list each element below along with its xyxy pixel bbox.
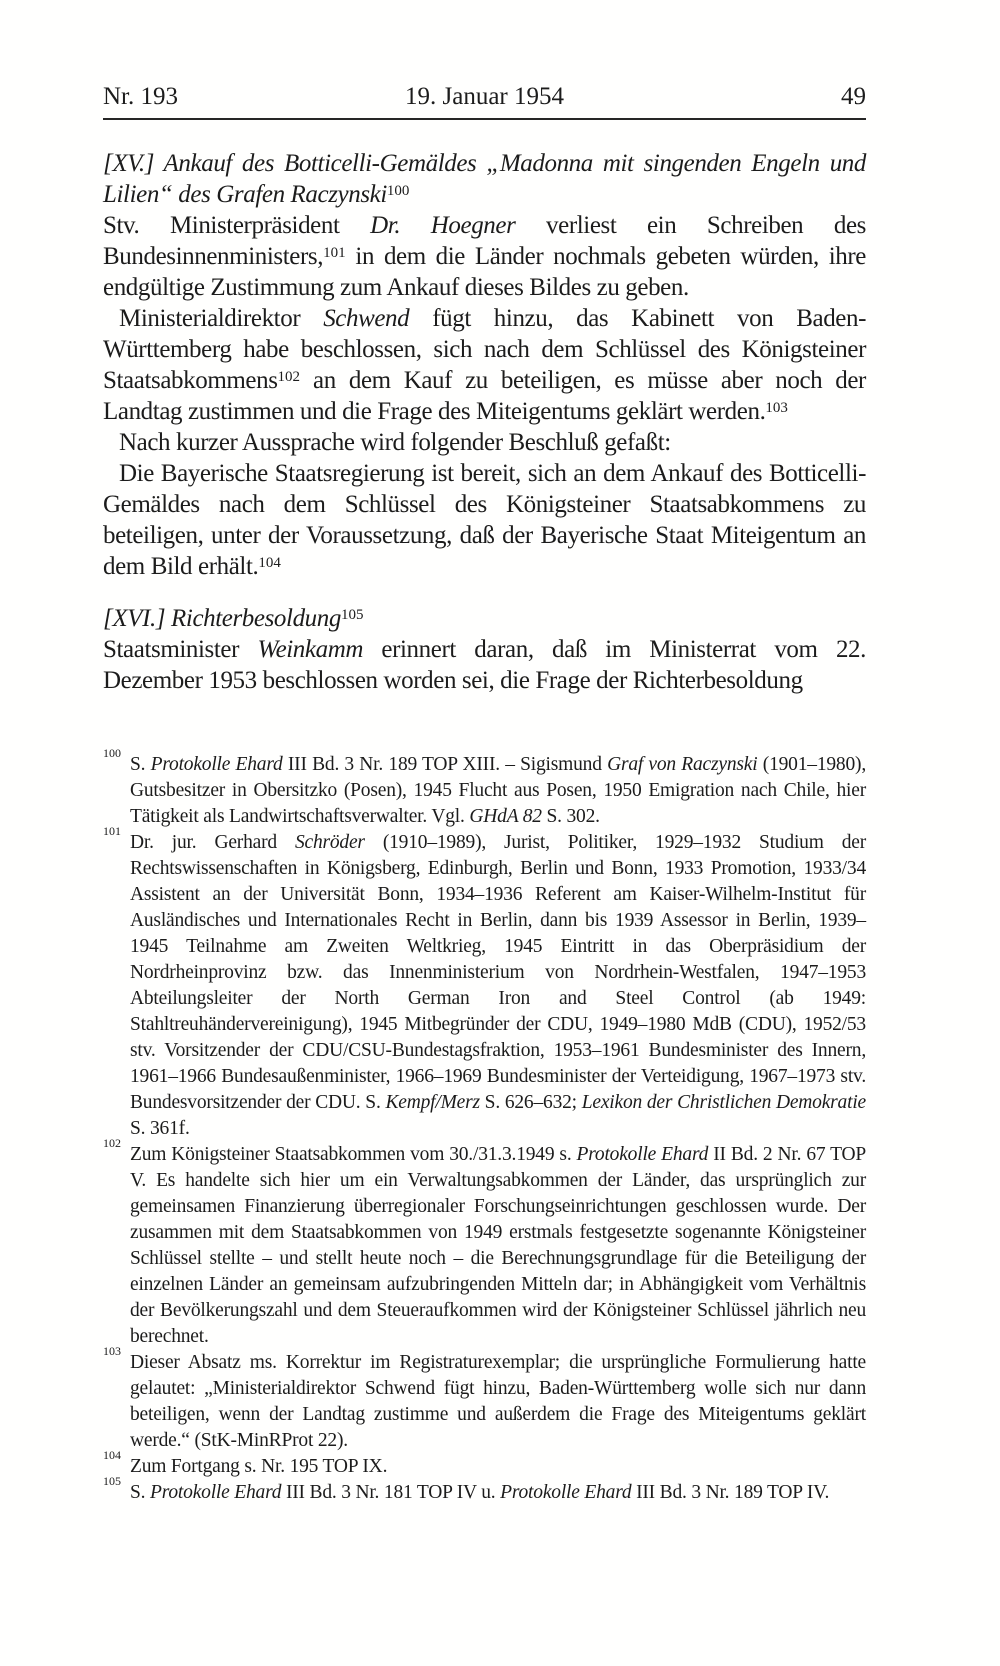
paragraph-schwend: Ministerialdirektor Schwend fügt hinzu, das Kabinett von Baden-Württemberg habe beschlossen, sich nach dem Schlüssel des Königsteiner Staatsabkommens$^{102}$ an dem Kauf zu beteiligen, es müsse aber noch der Landtag zustimmen und die Frage des Miteigentums geklärt werden.$^{103}$ — [103, 305, 867, 425]
section-heading-xvi: [XVI.] Richterbesoldung$^{105}$ — [103, 605, 364, 632]
footnote-105: 105 S. Protokolle Ehard III Bd. 3 Nr. 181 TOP IV u. Protokolle Ehard III Bd. 3 Nr. 189 TOP IV. — [103, 1474, 830, 1503]
footnote-103: 103 Dieser Absatz ms. Korrektur im Registraturexemplar; die ursprüngliche Formulierung hatte gelautet: „Ministerialdirektor Schwend fügt hinzu, Baden-Württemberg wolle sich nur dann beteiligen, wenn der Landtag zustimme und außerdem die Frage des Miteigentums geklärt werde.“ (StK-MinRProt 22). — [103, 1344, 866, 1451]
footnote-text: S. Protokolle Ehard III Bd. 3 Nr. 189 TOP XIII. – Sigismund Graf von Raczynski (1901–1980), Gutsbesitzer in Obersitzko (Posen), 1945 Flucht aus Posen, 1950 Emigration nach Chile, hier Tätigkeit als Landwirtschaftsverwalter. Vgl. GHdA 82 S. 302. — [130, 754, 866, 827]
main-text — [103, 148, 866, 696]
page-number: 49 — [841, 83, 866, 110]
paragraph-aussprache: Nach kurzer Aussprache wird folgender Beschluß gefaßt: — [119, 429, 671, 456]
footnote-text: Dr. jur. Gerhard Schröder (1910–1989), Jurist, Politiker, 1929–1932 Studium der Rechtswissenschaften in Königsberg, Edinburgh, Berlin und Bonn, 1933 Promotion, 1933/34 Assistent an der Universität Bonn, 1934–1936 Referent am Kaiser-Wilhelm-Institut für Ausländisches und Internationales Recht in Berlin, dann bis 1939 Assessor in Berlin, 1939–1945 Teilnahme am Zweiten Weltkrieg, 1945 Eintritt in das Oberpräsidium der Nordrheinprovinz bzw. das Innenministerium von Nordrhein-Westfalen, 1947–1953 Abteilungsleiter der North German Iron and Steel Control (ab 1949: Stahltreuhändervereinigung), 1945 Mitbegründer der CDU, 1949–1980 MdB (CDU), 1952/53 stv. Vorsitzender der CDU/CSU-Bundestagsfraktion, 1953–1961 Bundesminister des Innern, 1961–1966 Bundesaußenminister, 1966–1969 Bundesminister der Verteidigung, 1967–1973 stv. Bundesvorsitzender der CDU. S. Kempf/Merz S. 626–632; Lexikon der Christlichen Demokratie S. 361f. — [130, 832, 866, 1139]
footnote-102: 102 Zum Königsteiner Staatsabkommen vom 30./31.3.1949 s. Protokolle Ehard II Bd. 2 Nr. 67 TOP V. Es handelte sich hier um ein Verwaltungsabkommen der Länder, das ursprünglich zur gemeinsamen Finanzierung überregionaler Forschungseinrichtungen geschlossen wurde. Der zusammen mit dem Staatsabkommen von 1949 erstmals festgesetzte sogenannte Königsteiner Schlüssel stellte – und stellt heute noch – die Berechnungsgrundlage für die Beteiligung der einzelnen Länder an gemeinsam aufzubringenden Mitteln dar; in Abhängigkeit vom Verhältnis der Bevölkerungszahl und dem Steueraufkommen wird der Königsteiner Schlüssel jährlich neu berechnet. — [103, 1136, 866, 1347]
paragraph-weinkamm: Staatsminister Weinkamm erinnert daran, daß im Ministerrat vom 22. Dezember 1953 beschlossen worden sei, die Frage der Richterbesoldung — [103, 636, 866, 694]
paragraph-beschluss: Die Bayerische Staatsregierung ist bereit, sich an dem Ankauf des Botticelli-Gemäldes nach dem Schlüssel des Königsteiner Staatsabkommens zu beteiligen, unter der Voraussetzung, daß der Bayerische Staat Miteigentum an dem Bild erhält.$^{104}$ — [103, 460, 866, 580]
footnote-text: Zum Königsteiner Staatsabkommen vom 30./31.3.1949 s. Protokolle Ehard II Bd. 2 Nr. 67 TOP V. Es handelte sich hier um ein Verwaltungsabkommen der Länder, das ursprünglich zur gemeinsamen Finanzierung überregionaler Forschungseinrichtungen geschlossen wurde. Der zusammen mit dem Staatsabkommen von 1949 erstmals festgesetzte sogenannte Königsteiner Schlüssel stellte – und stellt heute noch – die Berechnungsgrundlage für die Beteiligung der einzelnen Länder an gemeinsam aufzubringenden Mitteln dar; in Abhängigkeit vom Verhältnis der Bevölkerungszahl und dem Steueraufkommen wird der Königsteiner Schlüssel jährlich neu berechnet. — [130, 1144, 866, 1347]
footnotes-section — [103, 746, 866, 1506]
document-date: 19. Januar 1954 — [405, 83, 564, 110]
footnote-101: 101 Dr. jur. Gerhard Schröder (1910–1989), Jurist, Politiker, 1929–1932 Studium der Rechtswissenschaften in Königsberg, Edinburgh, Berlin und Bonn, 1933 Promotion, 1933/34 Assistent an der Universität Bonn, 1934–1936 Referent am Kaiser-Wilhelm-Institut für Ausländisches und Internationales Recht in Berlin, dann bis 1939 Assessor in Berlin, 1939–1945 Teilnahme am Zweiten Weltkrieg, 1945 Eintritt in das Oberpräsidium der Nordrheinprovinz bzw. das Innenministerium von Nordrhein-Westfalen, 1947–1953 Abteilungsleiter der North German Iron and Steel Control (ab 1949: Stahltreuhändervereinigung), 1945 Mitbegründer der CDU, 1949–1980 MdB (CDU), 1952/53 stv. Vorsitzender der CDU/CSU-Bundestagsfraktion, 1953–1961 Bundesminister des Innern, 1961–1966 Bundesaußenminister, 1966–1969 Bundesminister der Verteidigung, 1967–1973 stv. Bundesvorsitzender der CDU. S. Kempf/Merz S. 626–632; Lexikon der Christlichen Demokratie S. 361f. — [103, 824, 866, 1139]
page-header — [103, 84, 866, 120]
footnote-100: 100 S. Protokolle Ehard III Bd. 3 Nr. 189 TOP XIII. – Sigismund Graf von Raczynski (1901–1980), Gutsbesitzer in Obersitzko (Posen), 1945 Flucht aus Posen, 1950 Emigration nach Chile, hier Tätigkeit als Landwirtschaftsverwalter. Vgl. GHdA 82 S. 302. — [103, 746, 866, 827]
footnote-104: 104 Zum Fortgang s. Nr. 195 TOP IX. — [103, 1448, 388, 1477]
page-content — [103, 84, 866, 1506]
footnote-text: Zum Fortgang s. Nr. 195 TOP IX. — [130, 1456, 388, 1477]
paragraph-hoegner: Stv. Ministerpräsident Dr. Hoegner verliest ein Schreiben des Bundesinnenministers,$^{101}$ in dem die Länder nochmals gebeten würden, ihre endgültige Zustimmung zum Ankauf dieses Bildes zu geben. — [103, 212, 866, 301]
section-heading-xv: [XV.] Ankauf des Botticelli-Gemäldes „Madonna mit singenden Engeln und Lilien“ des Grafen Raczynski$^{100}$ — [103, 150, 866, 208]
footnote-text: S. Protokolle Ehard III Bd. 3 Nr. 181 TOP IV u. Protokolle Ehard III Bd. 3 Nr. 189 TOP IV. — [130, 1482, 830, 1503]
footnote-text: Dieser Absatz ms. Korrektur im Registraturexemplar; die ursprüngliche Formulierung hatte gelautet: „Ministerialdirektor Schwend fügt hinzu, Baden-Württemberg wolle sich nur dann beteiligen, wenn der Landtag zustimme und außerdem die Frage des Miteigentums geklärt werde.“ (StK-MinRProt 22). — [130, 1352, 866, 1451]
document-number: Nr. 193 — [103, 83, 178, 110]
